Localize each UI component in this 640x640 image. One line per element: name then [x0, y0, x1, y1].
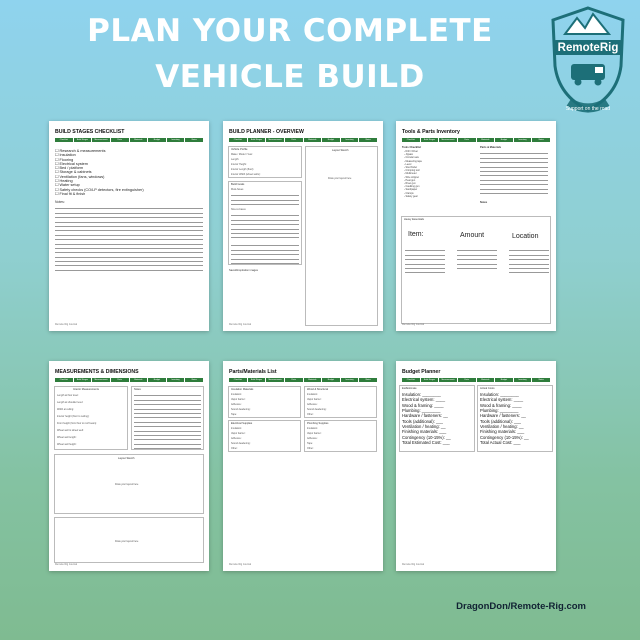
tab-bar: Checklist Build Stages Measurements Parts Materials Budget Inventory Notes	[229, 138, 377, 142]
parts-group: Wood & Structural Insulation: Vapor barrier: Adhesive: Sound deadening: Other:	[304, 386, 377, 418]
tab: Measurements	[92, 138, 110, 142]
build-goals-box: Build Goals Must-haves Nice-to-haves	[228, 181, 302, 265]
actual-column	[477, 385, 553, 452]
logo-tagline: Support on the road	[565, 106, 611, 112]
section-label: Est/Estimate	[402, 387, 417, 390]
column-header: Location	[512, 233, 539, 240]
section-label: Parts & Materials	[480, 146, 502, 149]
headline-line-2: VEHICLE BUILD	[155, 59, 425, 95]
parts-group: Plumbing Supplies Insulation: Vapor barrier: Adhesive: Tape: Other:	[304, 420, 377, 452]
page-tools-parts-inventory	[396, 121, 556, 331]
logo-name: RemoteRig	[557, 42, 619, 54]
tab: Parts	[111, 138, 129, 142]
page-footer: Remote Rig Journal	[55, 563, 78, 566]
page-title: BUILD PLANNER - OVERVIEW	[229, 129, 304, 135]
layout-sketch-box-2	[54, 517, 204, 563]
page-footer: Remote Rig Journal	[55, 323, 78, 326]
section-label: Tools Checklist	[402, 146, 421, 149]
column-header: Item:	[408, 231, 424, 238]
notes-label: Notes:	[55, 200, 65, 204]
tab-bar: Checklist Build Stages Measurements Parts Materials Budget Inventory Notes	[55, 378, 203, 382]
list-item: ☐ Water setup	[55, 183, 80, 188]
sketch-hint: Draw your layout here	[328, 177, 352, 180]
tab: Checklist	[55, 138, 73, 142]
tab-bar: Checklist Build Stages Measurements Parts Materials Budget Inventory Notes	[229, 378, 377, 382]
shield-icon	[547, 4, 629, 116]
page-build-planner-overview	[223, 121, 383, 331]
parts-group: Insulation Materials Insulation: Vapor barrier: Adhesive: Sound deadening: Tape:	[228, 386, 301, 418]
tab: Inventory	[167, 138, 185, 142]
brand-logo	[547, 4, 629, 116]
list-item: ☐ Heating	[55, 179, 73, 184]
page-budget-planner	[396, 361, 556, 571]
section-label: Notes	[480, 201, 488, 204]
notes-lines	[55, 205, 203, 271]
tab-bar: Checklist Build Stages Measurements Parts Materials Budget Inventory Notes	[402, 138, 550, 142]
page-title: Tools & Parts Inventory	[402, 129, 460, 135]
section-label: Layout Sketch	[118, 457, 135, 460]
interior-measurements-box: Interior Measurements Length at floor level: Length at shoulder level: Width at ceiling: Interior height (floor to ceiling): Front height (from floor to roof beam): Wheel well to wheel well: Wheel well length: Wheel well height:	[54, 386, 128, 450]
list-item: ☐ Storage & cabinets	[55, 170, 92, 175]
estimate-rows: Insulation: ________ Electrical system: ____ Wood & framing: ____ Plumbing: ________ Hardware / fasteners: __ Tools (additional): ___ Ventilation / heating: __ Finishing materials: ___ Contingency (10-15%): __ Total Estimated Cost: ___	[402, 392, 451, 446]
page-title: BUILD STAGES CHECKLIST	[55, 129, 125, 135]
list-item: ☐ Safety checks (CO/LP detectors, fire extinguisher)	[55, 187, 144, 192]
van-icon	[571, 64, 605, 86]
footer-credit: DragonDon/Remote-Rig.com	[456, 601, 586, 612]
section-label: Vehicle Profile	[231, 148, 248, 151]
list-item: ☐ Bed / platform	[55, 166, 84, 171]
heavy-essentials-box	[401, 216, 551, 324]
tab: Build Stages	[74, 138, 92, 142]
checklist	[55, 149, 144, 196]
tab: Materials	[130, 138, 148, 142]
parts-group: Electrical Supplies Insulation: Vapor barrier: Adhesive: Sound deadening: Other:	[228, 420, 301, 452]
page-footer: Remote Rig Journal	[402, 323, 425, 326]
list-item: ☐ Insulation	[55, 153, 76, 158]
section-label: Interior Measurements	[73, 388, 99, 391]
page-parts-materials-list	[223, 361, 383, 571]
estimate-column	[399, 385, 475, 452]
section-label: Actual Costs	[480, 387, 495, 390]
page-footer: Remote Rig Journal	[229, 563, 252, 566]
actual-rows: Insulation: ________ Electrical system: ____ Wood & framing: ____ Plumbing: ________ Hardware / fasteners: __ Tools (additional): ___ Ventilation / heating: __ Finishing materials: ___ Contingency (10-15%): __ Total Actual Cost: ___	[480, 392, 529, 446]
sketch-hint: Draw your layout here	[115, 483, 139, 486]
sketch-hint: Draw your layout here	[115, 540, 139, 543]
section-label: Notes	[134, 388, 141, 391]
list-item: ☐ Final fit & finish	[55, 191, 86, 196]
notes-box	[131, 386, 204, 450]
tab: Notes	[185, 138, 203, 142]
inspiration-label: Saved/inspiration images	[229, 269, 258, 272]
section-label: Heavy Essentials	[404, 218, 424, 221]
page-footer: Remote Rig Journal	[402, 563, 425, 566]
list-item: ☐ Research & measurements	[55, 149, 106, 153]
headline-line-1: PLAN YOUR COMPLETE	[87, 13, 493, 49]
tab-bar	[55, 138, 203, 142]
page-title: Budget Planner	[402, 369, 441, 375]
layout-sketch-box	[305, 146, 378, 326]
list-item: ☐ Ventilation (fans, windows)	[55, 174, 105, 179]
page-title: Parts/Materials List	[229, 369, 277, 375]
list-item: ☐ Electrical system	[55, 161, 88, 166]
tab-bar: Checklist Build Stages Measurements Parts Materials Budget Inventory Notes	[402, 378, 550, 382]
section-label: Build Goals	[231, 183, 245, 186]
vehicle-profile-box: Vehicle Profile Make / Model / Year: Length: Interior Height: Interior Length (floor): Interior Width (wheel wells):	[228, 146, 302, 178]
list-item: ☐ Flooring	[55, 157, 74, 162]
page-measurements-dimensions	[49, 361, 209, 571]
layout-sketch-box	[54, 454, 204, 514]
page-footer: Remote Rig Journal	[229, 323, 252, 326]
tab: Budget	[148, 138, 166, 142]
page-build-stages-checklist	[49, 121, 209, 331]
column-header: Amount	[460, 232, 485, 239]
tool-list: ▫ Drill / Driver ▫ Jigsaw ▫ Circular saw ▫ Measuring tape ▫ Level ▫ Stud finder ▫ Crimping tool ▫ Multimeter ▫ Wire stripper ▫ Heat gun ▫ Rivet gun ▫ Caulking gun ▫ Sandpaper ▫ Clamps ▫ Safety gear	[404, 150, 422, 198]
page-title: MEASUREMENTS & DIMENSIONS	[55, 369, 139, 375]
section-label: Layout Sketch	[332, 149, 349, 152]
headline	[40, 12, 540, 96]
